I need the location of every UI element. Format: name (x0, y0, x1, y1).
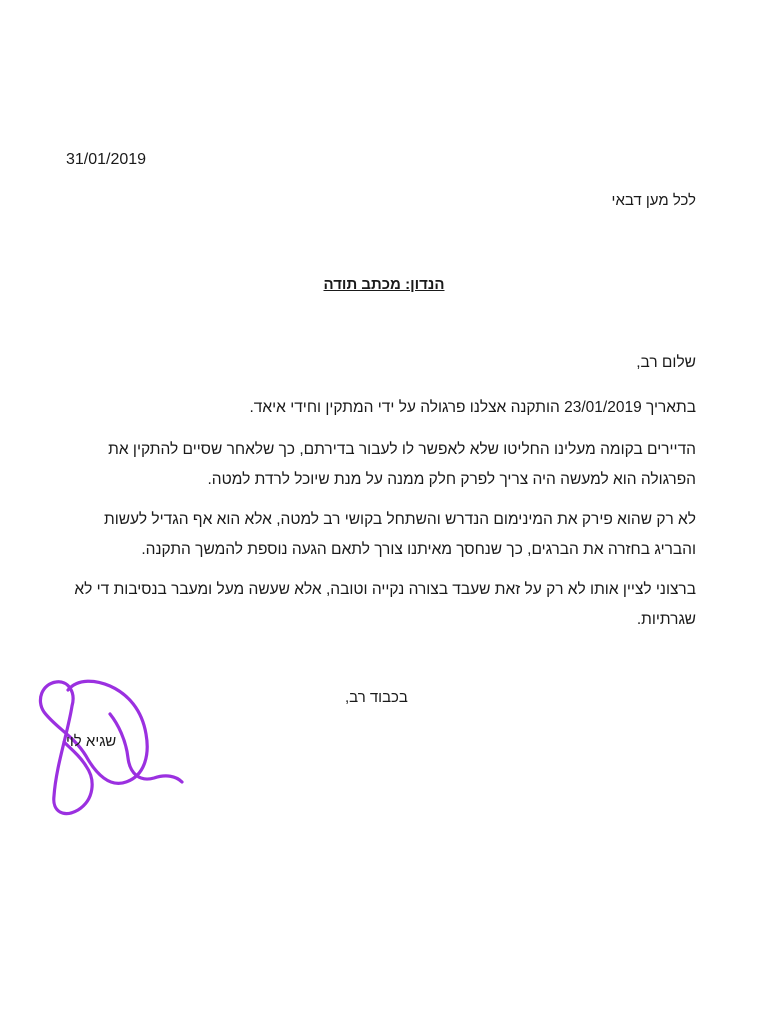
letter-paragraph-2: הדיירים בקומה מעלינו החליטו שלא לאפשר לו לעבור בדירתם, כך שלאחר שסיים להתקין את הפרגולה הוא למעשה היה צריך לפרק חלק ממנה על מנת שיוכל לרדת למטה. (108, 441, 696, 488)
letter-date: 31/01/2019 (66, 151, 147, 168)
signer-name: שגיא לוי (66, 733, 117, 750)
letter-closing: בכבוד רב, (345, 689, 408, 706)
letter-paragraph-3: לא רק שהוא פירק את המינימום הנדרש והשתחל בקושי רב למטה, אלא הוא אף הגדיל לעשות והבריג בחזרה את הברגים, כך שנחסך מאיתנו צורך לתאם הגעה נוספת להמשך התקנה. (103, 511, 696, 558)
letter-paragraph-4: ברצוני לציין אותו לא רק על זאת שעבד בצורה נקייה וטובה, אלא שעשה מעל ומעבר בנסיבות די לא שגרתיות. (74, 581, 696, 628)
letter-subject: הנדון: מכתב תודה (323, 276, 445, 293)
letter-greeting: שלום רב, (636, 354, 696, 371)
letter-paragraph-1: בתאריך 23/01/2019 הותקנה אצלנו פרגולה על ידי המתקין וחידי איאד. (249, 399, 696, 416)
letter-recipient: לכל מען דבאי (611, 192, 696, 209)
handwritten-signature (30, 670, 200, 830)
